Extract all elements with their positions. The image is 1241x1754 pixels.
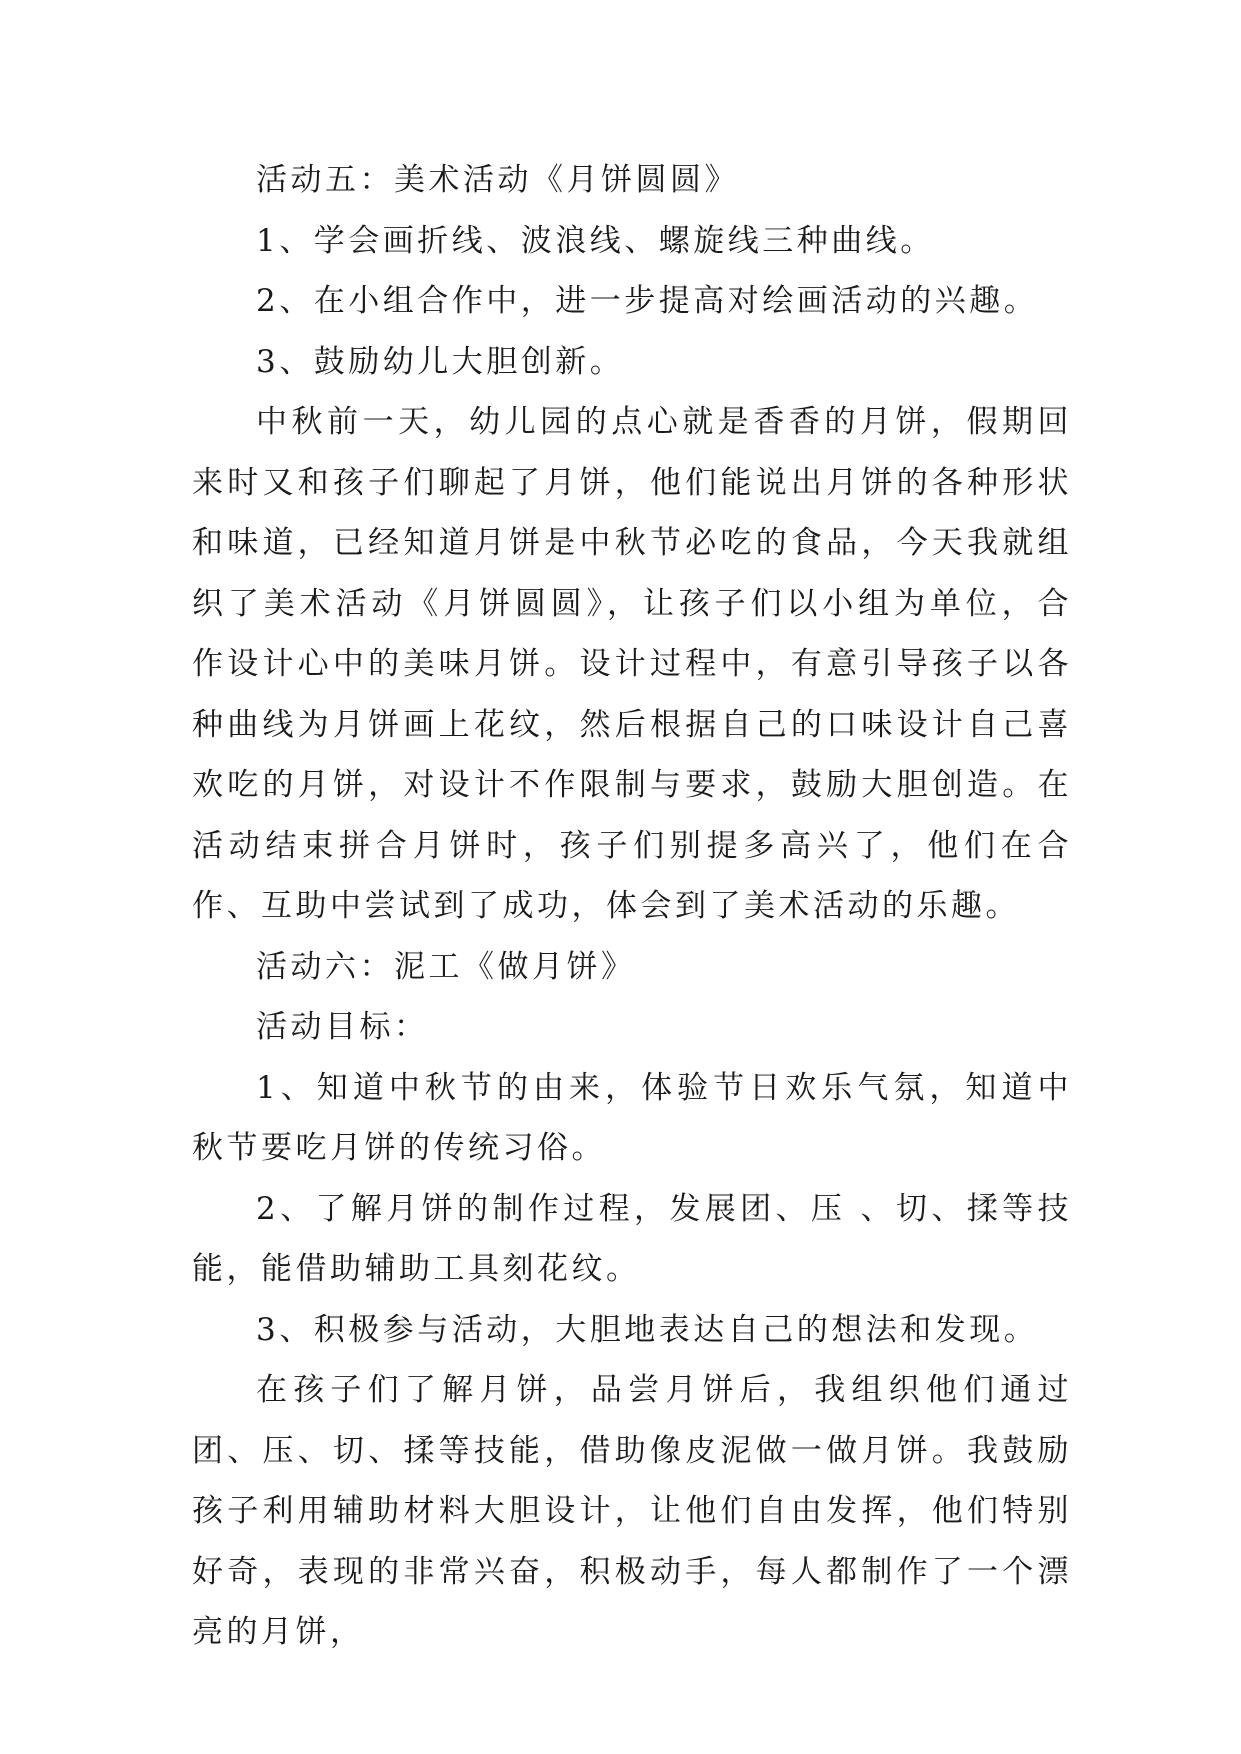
goal-item-3: 3、积极参与活动，大胆地表达自己的想法和发现。 [256, 1311, 1039, 1348]
section-heading-activity-six: 活动六：泥工《做月饼》 [256, 948, 636, 985]
goal-item-3: 3、鼓励幼儿大胆创新。 [256, 343, 625, 380]
document-body [192, 150, 1072, 1663]
activity-goals-heading: 活动目标： [256, 1009, 429, 1045]
goal-item-2: 2、了解月饼的制作过程，发展团、压 、切、揉等技能，能借助辅助工具刻花纹。 [192, 1190, 1072, 1287]
goal-item-2: 2、在小组合作中，进一步提高对绘画活动的兴趣。 [256, 283, 1039, 319]
activity-five-reflection-paragraph: 中秋前一天，幼儿园的点心就是香香的月饼，假期回来时又和孩子们聊起了月饼，他们能说出月饼的各种形状和味道，已经知道月饼是中秋节必吃的食品，今天我就组织了美术活动《月饼圆圆》，让孩子们以小组为单位，合作设计心中的美味月饼。设计过程中，有意引导孩子以各种曲线为月饼画上花纹，然后根据自己的口味设计自己喜欢吃的月饼，对设计不作限制与要求，鼓励大胆创造。在活动结束拼合月饼时，孩子们别提多高兴了，他们在合作、互助中尝试到了成功，体会到了美术活动的乐趣。 [192, 404, 1072, 924]
section-heading-activity-five: 活动五：美术活动《月饼圆圆》 [256, 162, 739, 198]
goal-item-1: 1、学会画折线、波浪线、螺旋线三种曲线。 [256, 222, 935, 259]
activity-six-reflection-paragraph: 在孩子们了解月饼，品尝月饼后，我组织他们通过团、压、切、揉等技能，借助像皮泥做一做月饼。我鼓励孩子利用辅助材料大胆设计，让他们自由发挥，他们特别好奇，表现的非常兴奋，积极动手，每人都制作了一个漂亮的月饼， [192, 1372, 1072, 1650]
goal-item-1: 1、知道中秋节的由来，体验节日欢乐气氛，知道中秋节要吃月饼的传统习俗。 [192, 1069, 1072, 1166]
